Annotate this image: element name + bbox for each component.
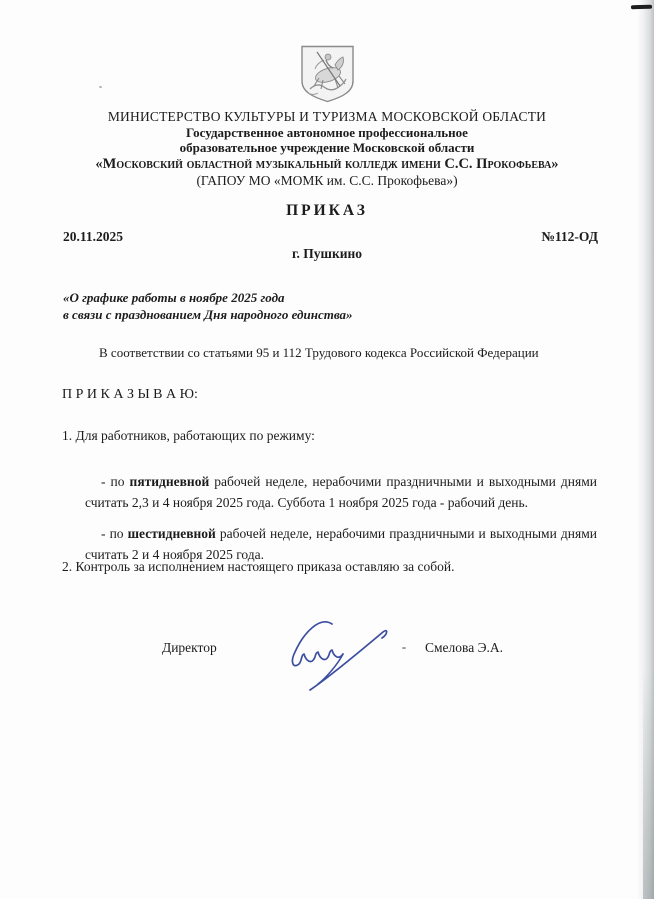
- order-item-2: 2. Контроль за исполнением настоящего приказа оставляю за собой.: [62, 559, 455, 574]
- order-item-1: 1. Для работников, работающих по режиму:: [62, 428, 315, 443]
- order-item-five-day-week: [85, 471, 597, 514]
- bullet1-prefix: - по: [101, 473, 130, 489]
- bullet1-rest: рабочей неделе, нерабочими праздничными и выходными днями считать 2,3 и 4 ноября 2025 года. Суббота 1 ноября 2025 года - рабочий день.: [85, 473, 597, 510]
- bullet1-bold-term: пятидневной: [129, 473, 210, 489]
- preamble: В соответствии со статьями 95 и 112 Трудового кодекса Российской Федерации: [99, 345, 539, 360]
- order-subject: [63, 290, 353, 323]
- college-short-name: (ГАПОУ МО «МОМК им. С.С. Прокофьева»): [196, 173, 458, 188]
- college-name: «Московский областной музыкальный колледж имени С.С. Прокофьева»: [95, 156, 559, 172]
- signer-title: Директор: [162, 640, 217, 655]
- signer-name: Смелова Э.А.: [425, 640, 504, 655]
- order-subject-line1: «О графике работы в ноябре 2025 года: [63, 290, 285, 305]
- bullet2-bold-term: шестидневной: [127, 525, 216, 541]
- institution-type-line2: образовательное учреждение Московской области: [179, 140, 475, 155]
- bullet2-prefix: - по: [101, 525, 128, 541]
- institution-type-line1: Государственное автономное профессиональное: [186, 125, 468, 140]
- scan-page-edge-shadow-bottom: [643, 669, 654, 899]
- order-subject-line2: в связи с празднованием Дня народного единства»: [63, 306, 353, 322]
- scan-speck: [402, 647, 406, 649]
- bullet2-rest: рабочей неделе, нерабочими праздничными и выходными днями считать 2 и 4 ноября 2025 года.: [85, 525, 597, 562]
- order-date: 20.11.2025: [63, 229, 124, 244]
- ministry-name: МИНИСТЕРСТВО КУЛЬТУРЫ И ТУРИЗМА МОСКОВСКОЙ ОБЛАСТИ: [107, 109, 547, 124]
- order-number: №112-ОД: [541, 229, 598, 244]
- handwritten-signature: [268, 604, 392, 696]
- order-directive-word: П Р И К А З Ы В А Ю:: [62, 387, 198, 402]
- order-place: г. Пушкино: [291, 246, 363, 261]
- moscow-oblast-coat-of-arms-icon: [298, 45, 357, 103]
- document-type-title: ПРИКАЗ: [286, 202, 368, 219]
- document-header: [0, 45, 654, 220]
- meta-row: [63, 229, 598, 245]
- scan-artifact-mark: [631, 5, 652, 10]
